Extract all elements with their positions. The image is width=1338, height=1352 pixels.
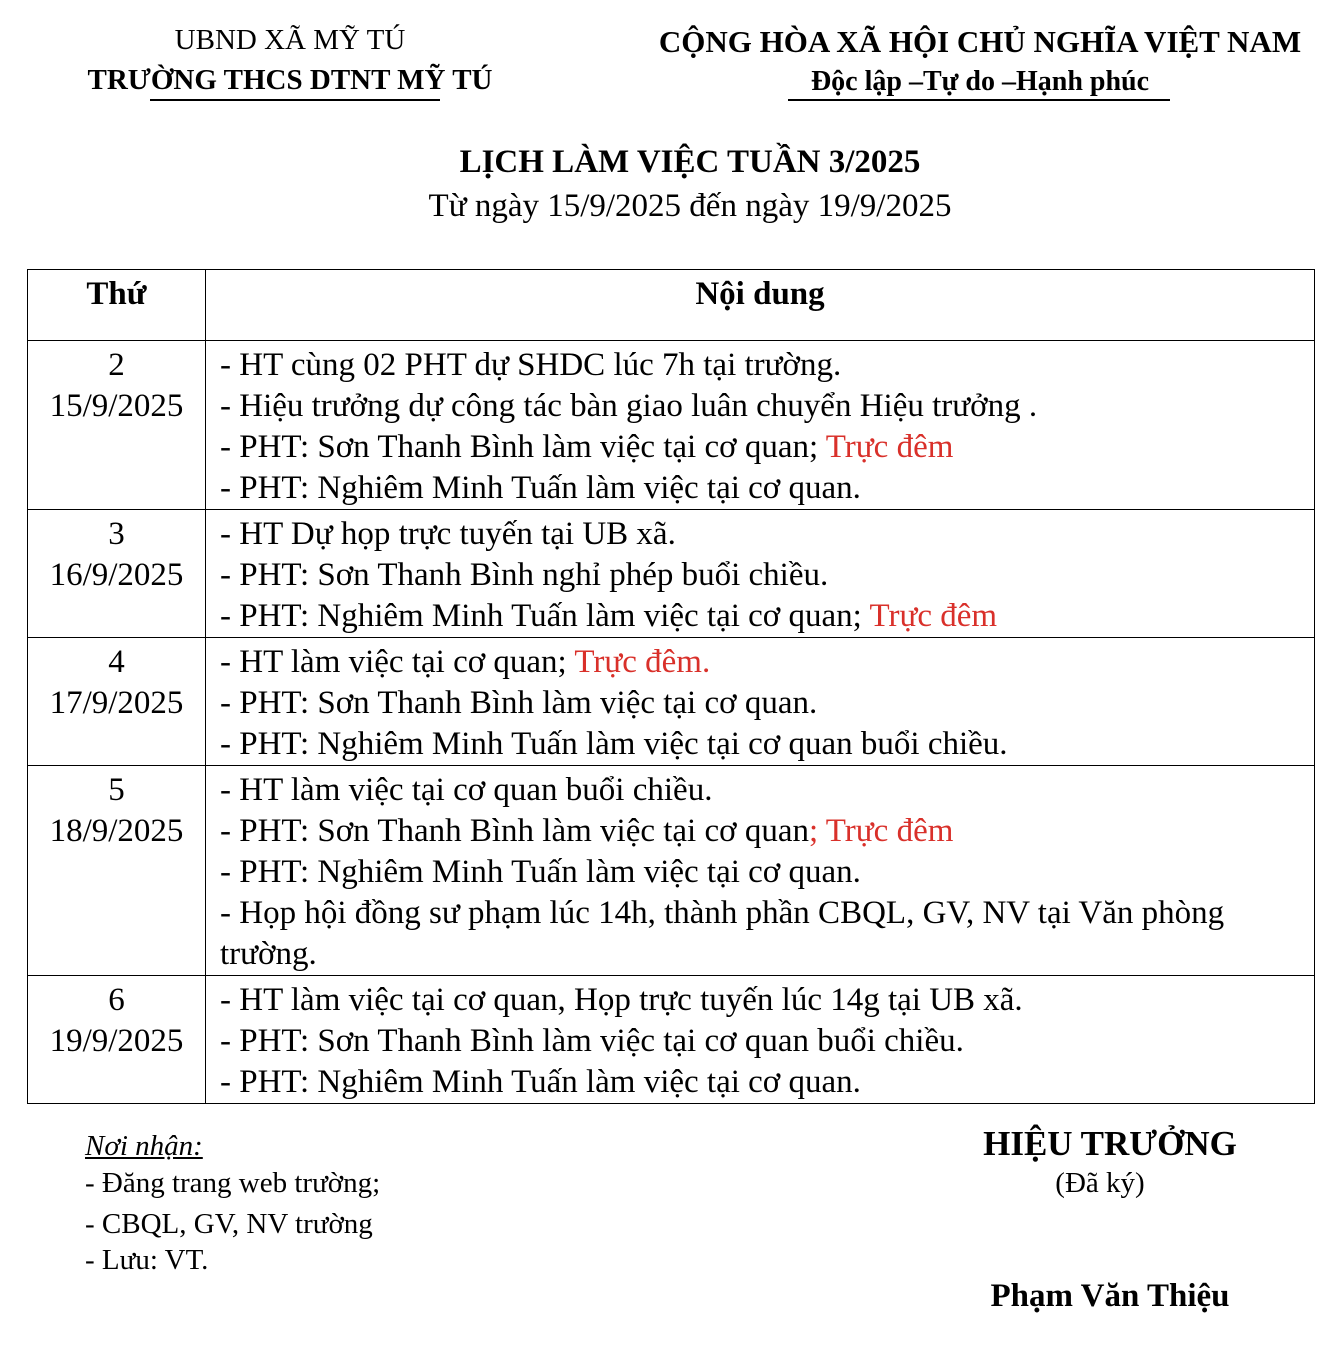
- schedule-item-text: - HT làm việc tại cơ quan buổi chiều.: [220, 772, 713, 808]
- national-motto-underline: [788, 99, 1170, 101]
- day-cell: [28, 638, 206, 766]
- schedule-item-text: - HT làm việc tại cơ quan;: [220, 644, 575, 680]
- day-cell: [28, 510, 206, 638]
- schedule-item-text: - HT cùng 02 PHT dự SHDC lúc 7h tại trường.: [220, 347, 842, 383]
- day-cell: [28, 976, 206, 1104]
- schedule-item: [220, 596, 1300, 637]
- recipient-item: - Lưu: VT.: [85, 1244, 209, 1276]
- schedule-item-text: - HT làm việc tại cơ quan, Họp trực tuyến lúc 14g tại UB xã.: [220, 982, 1023, 1018]
- recipients-title: Nơi nhận:: [85, 1130, 203, 1162]
- schedule-item: [220, 683, 1300, 724]
- schedule-item: [220, 770, 1300, 811]
- weekday-number: 3: [108, 516, 125, 552]
- weekday-number: 4: [108, 644, 125, 680]
- document-title: LỊCH LÀM VIỆC TUẦN 3/2025: [459, 144, 921, 180]
- schedule-table: [27, 269, 1315, 1104]
- national-motto: Độc lập –Tự do –Hạnh phúc: [810, 66, 1150, 97]
- content-cell: [206, 510, 1315, 638]
- content-cell: [206, 766, 1315, 976]
- schedule-item-text: - HT Dự họp trực tuyến tại UB xã.: [220, 516, 676, 552]
- night-duty-label: Trực đêm.: [574, 644, 711, 680]
- content-cell: [206, 976, 1315, 1104]
- night-duty-label: Trực đêm: [825, 429, 954, 465]
- day-date: 15/9/2025: [49, 388, 184, 424]
- day-date: 16/9/2025: [49, 557, 184, 593]
- content-cell: [206, 638, 1315, 766]
- schedule-item-text: - PHT: Sơn Thanh Bình làm việc tại cơ quan;: [220, 429, 826, 465]
- schedule-item-text: - PHT: Nghiêm Minh Tuấn làm việc tại cơ quan.: [220, 854, 861, 890]
- school-name: TRƯỜNG THCS DTNT MỸ TÚ: [87, 64, 493, 96]
- weekday-number: 5: [108, 772, 125, 808]
- table-header-row: [28, 270, 1315, 341]
- schedule-item: [220, 345, 1300, 386]
- national-title: CỘNG HÒA XÃ HỘI CHỦ NGHĨA VIỆT NAM: [658, 24, 1302, 59]
- content-cell: [206, 341, 1315, 510]
- recipient-item: - CBQL, GV, NV trường: [85, 1208, 373, 1240]
- agency-name: UBND XÃ MỸ TÚ: [174, 24, 406, 56]
- night-duty-label: ; Trực đêm: [808, 813, 954, 849]
- schedule-item: [220, 893, 1300, 975]
- schedule-item: [220, 468, 1300, 509]
- table-row: [28, 766, 1315, 976]
- schedule-item-text: - Họp hội đồng sư phạm lúc 14h, thành phần CBQL, GV, NV tại Văn phòng trường.: [220, 895, 1225, 972]
- schedule-item-text: - PHT: Sơn Thanh Bình làm việc tại cơ quan buổi chiều.: [220, 1023, 964, 1059]
- day-cell: [28, 766, 206, 976]
- document-date-range: Từ ngày 15/9/2025 đến ngày 19/9/2025: [428, 188, 952, 224]
- schedule-item: [220, 852, 1300, 893]
- schedule-item: [220, 980, 1300, 1021]
- schedule-item: [220, 386, 1300, 427]
- schedule-item-text: - PHT: Sơn Thanh Bình làm việc tại cơ quan.: [220, 685, 818, 721]
- schedule-item: [220, 1062, 1300, 1103]
- table-body: [28, 341, 1315, 1104]
- day-date: 18/9/2025: [49, 813, 184, 849]
- weekday-number: 6: [108, 982, 125, 1018]
- weekday-number: 2: [108, 347, 125, 383]
- table-row: [28, 341, 1315, 510]
- schedule-item-text: - PHT: Nghiêm Minh Tuấn làm việc tại cơ quan.: [220, 470, 861, 506]
- schedule-item: [220, 724, 1300, 765]
- day-cell: [28, 341, 206, 510]
- schedule-item-text: - PHT: Nghiêm Minh Tuấn làm việc tại cơ quan buổi chiều.: [220, 726, 1008, 762]
- schedule-item: [220, 642, 1300, 683]
- table-row: [28, 638, 1315, 766]
- school-name-underline: [150, 99, 440, 101]
- schedule-item: [220, 811, 1300, 852]
- day-date: 17/9/2025: [49, 685, 184, 721]
- schedule-item: [220, 427, 1300, 468]
- table-row: [28, 976, 1315, 1104]
- schedule-item-text: - Hiệu trưởng dự công tác bàn giao luân chuyển Hiệu trưởng .: [220, 388, 1038, 424]
- recipient-item: - Đăng trang web trường;: [85, 1167, 381, 1199]
- schedule-item-text: - PHT: Nghiêm Minh Tuấn làm việc tại cơ quan.: [220, 1064, 861, 1100]
- schedule-item: [220, 514, 1300, 555]
- schedule-item-text: - PHT: Sơn Thanh Bình nghỉ phép buổi chiều.: [220, 557, 829, 593]
- schedule-item-text: - PHT: Sơn Thanh Bình làm việc tại cơ quan: [220, 813, 809, 849]
- signed-note: (Đã ký): [1055, 1167, 1145, 1199]
- signer-title: HIỆU TRƯỞNG: [983, 1124, 1237, 1163]
- night-duty-label: Trực đêm: [869, 598, 998, 634]
- schedule-item: [220, 1021, 1300, 1062]
- signer-name: Phạm Văn Thiệu: [990, 1278, 1230, 1314]
- column-header-content: Nội dung: [206, 270, 1315, 341]
- table-row: [28, 510, 1315, 638]
- column-header-day: Thứ: [28, 270, 206, 341]
- schedule-item-text: - PHT: Nghiêm Minh Tuấn làm việc tại cơ quan;: [220, 598, 870, 634]
- schedule-item: [220, 555, 1300, 596]
- day-date: 19/9/2025: [49, 1023, 184, 1059]
